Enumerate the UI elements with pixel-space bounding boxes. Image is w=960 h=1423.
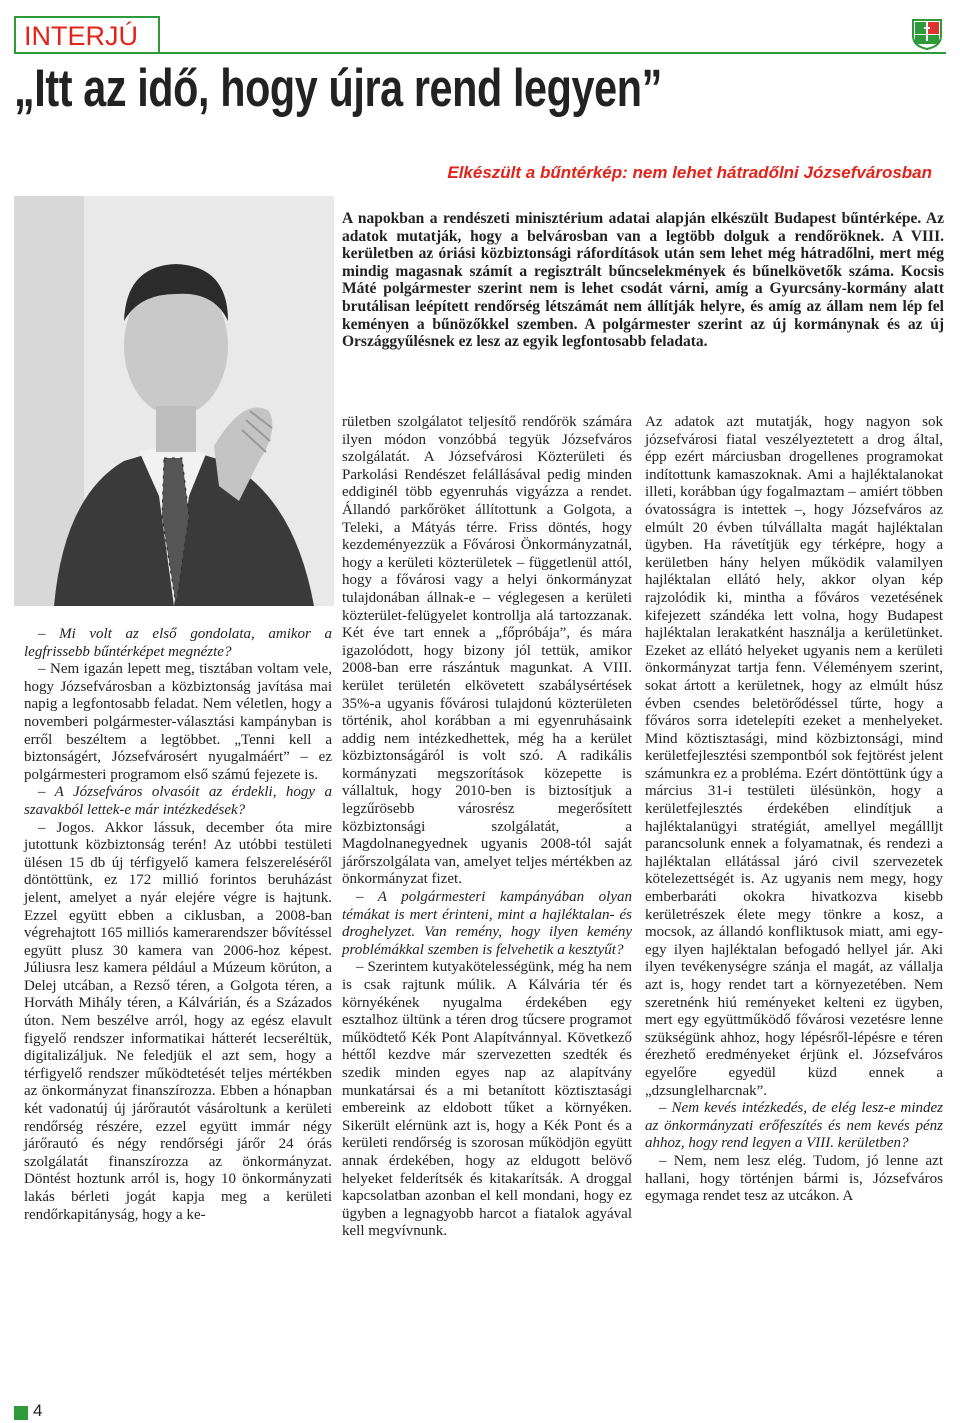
interview-question: – A Józsefváros olvasóit az érdekli, hogy a szavakból lettek-e már intézkedések? [24, 784, 332, 818]
portrait-photo [14, 196, 334, 606]
interview-answer: – Nem, nem lesz elég. Tudom, jó lenne azt hallani, hogy történjen bármi is, Józsefváros egymaga rendet tesz az utcákon. A [645, 1152, 943, 1205]
headline: „Itt az idő, hogy újra rend legyen” [14, 59, 662, 118]
district-crest-icon [912, 18, 942, 50]
interview-answer: – Jogos. Akkor lássuk, december óta mire jutottunk közbiztonság terén! Az utóbbi testületi ülésen 15 db új térfigyelő kamera felszereléséről döntöttünk, ez 172 millió forintos beruházást jelent, amelyet a nyár elejére végre is hajtunk. Ezzel együtt ebben a ciklusban, a 2008-ban végrehajtott 165 milliós kamerarendszer bővítéssel együtt plusz 30 kamera van 2006-hoz képest. Júliusra lesz kamera például a Múzeum körúton, a Delej utcában, a Rezső téren, a Golgota téren, a Horváth Mihály téren, a Kálvárián, és a Százados úton. Nem beszélve arról, hogy az egész elavult figyelő rendszer informatikai hátterét lecseréltük, digitalizáljuk. Ne feledjük el azt sem, hogy a térfigyelő rendszer működtetését teljes mértékben az önkormányzat finanszírozza. Ebben a hónapban két vadonatúj új járőrautót vásároltunk a kerületi rendőrség részére, ezzel együtt immár négy járőrautó és négy rendőrségi járőr 24 órás szolgálatát finanszírozza az önkormányzat. Döntést hoztunk arról is, hogy 10 önkormányzati lakás bérleti jogát kapja meg a kerületi rendőrkapitányság, hogy a ke- [24, 819, 332, 1223]
section-label: INTERJÚ [14, 16, 160, 52]
column-2 [342, 414, 632, 1241]
page-number: 4 [33, 1401, 43, 1420]
interview-answer: Az adatok azt mutatják, hogy nagyon sok józsefvárosi fiatal veszélyeztetett a drog által, épp ezért márciusban drogellenes programokat indítottunk kamaszoknak. Ami a hajléktalanokat illeti, korábban úgy fogalmaztam – amiért többen óvatosságra is intettek –, hogy Józsefváros az elmúlt 20 évben túlvállalta magát hajléktalan ügyben. Ha rávetítjük egy térképre, hogy a kerületben hány helyen működik valamilyen hajléktalan ellátó hely, akkor olyan kép rajzolódik ki, mintha a főváros vezetésének kifejezett szándéka lett volna, hogy Budapest hajléktalan lerakatként használja a kerületünket. Ezeket az ellátó helyeket ugyanis nem a kerületi önkormányzat tartja fenn. Véleményem szerint, sokat ártott a kerületnek, hogy az elmúlt húsz évben csendes beletörődéssel tűrte, hogy a főváros sorra idetelepíti ezeket a menhelyeket. Mind köztisztasági, mind közbiztonsági, mind kerületfejlesztési szempontból sok fejtörést jelent számunkra ez a probléma. Ezért döntöttünk úgy a március 31-i testületi ülésünkön, hogy a kerületfejlesztés érdekében elindítjuk a hajléktalanügyi stratégiát, amellyel megállljt parancsolunk ennek a folyamatnak, és rendezi a hajléktalan ellátással járó civil szervezetek kötelezettségét is. Az ugyanis nem megy, hogy emberbaráti okokra hivatkozva kisebb kerületrészek élete megy tönkre a kosz, a mocsok, az állandó konfliktusok miatt, ami egy-egy ilyen hajléktalan befogadó hellyel jár. Aki ilyen tevékenységre szánja el magát, az vállalja azt is, hogy rendet tart a környezetében. Nem szeretnénk hiú reményeket kelteni ez ügyben, mert egy együttműködő fővárosi vezetésre lenne szükségünk ahhoz, hogy lépésről-lépésre e téren érezhető eredményeket érjünk el. Józsefváros egyelőre egyedül küzd ennek a „dzsunglelharcnak”. [645, 414, 943, 1099]
folio-marker [14, 1406, 28, 1420]
interview-question: – A polgármesteri kampányában olyan témákat is mert érinteni, mint a hajléktalan- és droghelyzet. Van remény, hogy ilyen kemény problémákkal szemben is felvehetik a kesztyűt? [342, 889, 632, 958]
lead-paragraph: A napokban a rendészeti minisztérium adatai alapján elkészült Budapest bűntérképe. Az adatok mutatják, hogy a belvárosban van a legtöbb dolguk a rendőröknek. A VIII. kerületben az óriási közbiztonsági ráfordítások után sem lehet még hátradőlni, mert még mindig magasnak számít a regisztrált bűncselekmények és bűnelkövetők száma. Kocsis Máté polgármester szerint nem is lehet csodát várni, amíg a Gyurcsány-kormány alatt brutálisan leépített rendőrség létszámát nem állítják helyre, és amíg az állam nem lép fel keményen a bűnözőkkel szemben. A polgármester szerint az új kormánynak és az új Országgyűlésnek ez lesz az egyik legfontosabb feladata. [342, 210, 944, 351]
interview-question: – Nem kevés intézkedés, de elég lesz-e mindez az önkormányzati erőfeszítés és nem kevés pénz ahhoz, hogy rend legyen a VIII. kerületben? [645, 1100, 943, 1152]
interview-question: – Mi volt az első gondolata, amikor a legfrissebb bűntérképet megnézte? [24, 626, 332, 660]
subheadline: Elkészült a bűntérkép: nem lehet hátradőlni Józsefvárosban [447, 163, 932, 182]
column-1 [24, 626, 332, 1224]
interview-answer: rületben szolgálatot teljesítő rendőrök számára ilyen módon vonzóbbá tegyük Józsefváros szolgálatát. A Józsefvárosi Közterületi és Parkolási Rendészet felállásával pedig minden eddiginél több egyenruhás vigyázza a rendet. Állandó parkőröket állítottunk a Golgota, a Teleki, a Mátyás térre. Friss döntés, hogy kezdeményezzük a Fővárosi Önkormányzatnál, hogy a kerületi közterületek – függetlenül attól, hogy a fővárosi vagy a helyi önkormányzat tulajdonában állnak-e – véglegesen a kerületi közterület-felügyelet kontrollja alá tartozzanak. Két éve tart ennek a „főpróbája”, és mára igazolódott, hogy bizony jól tettük, amikor 2008-ban erre rászántuk magunkat. A VIII. kerület területén elkövetett szabálysértések 35%-a ugyanis fővárosi tulajdonú közterületen történik, ahol korábban a mi egyenruhásaink addig nem intézkedhettek, még ha a kerület közbiztonságáról is volt szó. A radikális kormányzati megszorítások közepette is vállaltuk, hogy 2010-ben is biztosítjuk a legzűrösebb városrész megerősített közbiztonsági szolgálatát, a Magdolnanegyednek ugyanis 2008-tól saját járőrszolgálata van, amelyet teljes mértékben az önkormányzat fizet. [342, 414, 632, 888]
column-3 [645, 414, 943, 1206]
header-rule [14, 52, 946, 54]
interview-answer: – Nem igazán lepett meg, tisztában voltam vele, hogy Józsefvárosban a közbiztonság javítása mai napig a legfontosabb feladat. Nem véletlen, hogy a novemberi polgármester-választási kampányban is erről beszéltem a legtöbbet. „Tenni kell a biztonságért, Józsefvárosért nyugalmáért” – ez polgármesteri programom első számú fejezete is. [24, 661, 332, 783]
interview-answer: – Szerintem kutyakötelességünk, még ha nem is csak rajtunk múlik. A Kálvária tér és környékének nyugalma érdekében egy esztalhoz ültünk a téren drog tűcsere programot működtető Kék Pont Alapítvánnyal. Következő héttől kezdve már szervezetten szedték és szedik minden egyes nap az alapítvány munkatársai és a mi betanított köztisztasági embereink az eldobott tűket a környéken. Sikerült elérnünk azt is, hogy a Kék Pont és a kerületi rendőrség is szorosan működjön együtt annak érdekében, hogy az eldugott belövő helyeket felderítsék és kitakarítsák. A droggal kapcsolatban azonban el kell mondani, hogy ez ügyben a legnagyobb harcot a fiatalok agyával kell megvívnunk. [342, 959, 632, 1240]
